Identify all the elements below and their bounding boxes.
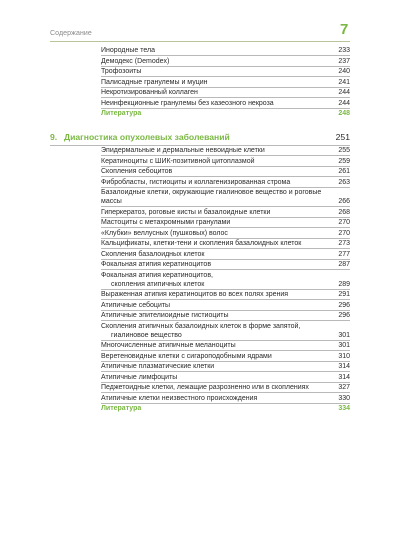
toc-entry-page: 244: [338, 89, 350, 96]
toc-entry-title: Трофозоиты: [101, 68, 142, 75]
chapter-title: Диагностика опухолевых заболеваний: [64, 132, 230, 142]
toc-entry-title: Атипичные лимфоциты: [101, 373, 178, 381]
toc-entry[interactable]: [101, 88, 350, 98]
toc-entry-page: 301: [338, 342, 350, 349]
toc-entry-page: 266: [338, 198, 350, 205]
toc-entry[interactable]: [101, 271, 350, 290]
toc-entry-title: Веретеновидные клетки с сигароподобными ядрами: [101, 352, 272, 360]
toc-entry-title: Гиперкератоз, роговые кисты и базалоидные клетки: [101, 208, 271, 216]
toc-entry[interactable]: [101, 218, 350, 228]
toc-entry-title: Атипичные себоциты: [101, 301, 171, 309]
toc-entry-title: Фибробласты, гистиоциты и коллагенизированная строма: [101, 178, 291, 186]
toc-entry[interactable]: [101, 188, 350, 207]
toc-entry[interactable]: [101, 157, 350, 167]
toc-entry-references[interactable]: [101, 109, 350, 118]
toc-entry[interactable]: [101, 311, 350, 321]
toc-entry[interactable]: [101, 229, 350, 239]
toc-entry-title-line-1: Базалоидные клетки, окружающие гиалиновое вещество и роговые: [101, 189, 322, 196]
toc-entry-title: Некротизированный коллаген: [101, 89, 198, 96]
toc-entry-title: Выраженная атипия кератиноцитов во всех полях зрения: [101, 291, 289, 298]
toc-entry-title: Литература: [101, 405, 142, 412]
toc-entry-page: 310: [338, 352, 350, 360]
toc-entry[interactable]: [101, 290, 350, 300]
toc-entry[interactable]: [101, 167, 350, 177]
toc-entry-page: 327: [338, 384, 350, 391]
toc-entry-page: 287: [338, 261, 350, 268]
toc-entry[interactable]: [101, 260, 350, 270]
toc-entry[interactable]: [101, 67, 350, 77]
toc-entry-title-line-1: Скопления атипичных базалоидных клеток в форме запятой,: [101, 322, 301, 330]
toc-entry-page: 233: [338, 47, 350, 54]
toc-entry-title: Скопления базалоидных клеток: [101, 250, 205, 258]
toc-entry-title: Педжетоидные клетки, лежащие разрозненно или в скоплениях: [101, 384, 309, 391]
chapter-number: 9.: [50, 132, 58, 142]
toc-entry-page: 330: [338, 394, 350, 402]
toc-entry-title: Атипичные клетки неизвестного происхождения: [101, 394, 258, 402]
toc-entry[interactable]: [101, 57, 350, 67]
toc-entry-title: Кератиноциты с ШИК-позитивной цитоплазмой: [101, 157, 255, 165]
toc-entry[interactable]: [101, 322, 350, 341]
toc-entry-title: Кальцификаты, клетки-тени и скопления базалоидных клеток: [101, 240, 302, 247]
toc-entry-page: 241: [338, 78, 350, 86]
toc-entry[interactable]: [101, 46, 350, 56]
toc-entry-page: 277: [338, 250, 350, 258]
toc-entry-page: 237: [338, 57, 350, 65]
toc-entry-title-line-2: массы: [101, 198, 122, 205]
toc-entry-title: Мастоциты с метахромными гранулами: [101, 219, 231, 226]
toc-entry[interactable]: [101, 373, 350, 383]
toc-entry[interactable]: [101, 362, 350, 372]
toc-entry-page: 273: [338, 240, 350, 247]
toc-entry-title: Неинфекционные гранулемы без казеозного некроза: [101, 99, 274, 107]
toc-entry-page: 296: [338, 301, 350, 309]
toc-entry-title: Скопления себоцитов: [101, 168, 173, 175]
toc-entry-page: 314: [338, 373, 350, 381]
toc-entry-title-line-2: гиалиновое вещество: [111, 331, 182, 339]
toc-entry-title: «Клубки» веллусных (пушковых) волос: [101, 229, 228, 237]
toc-entry[interactable]: [101, 78, 350, 88]
toc-entry[interactable]: [101, 301, 350, 311]
page-number: 7: [340, 21, 349, 38]
toc-entry-title: Палисадные гранулемы и муцин: [101, 78, 208, 86]
toc-entry-title: Фокальная атипия кератиноцитов: [101, 261, 212, 268]
toc-entry-page: 240: [338, 68, 350, 75]
toc-entry[interactable]: [101, 352, 350, 362]
toc-entry[interactable]: [101, 341, 350, 351]
toc-entry-references[interactable]: [101, 404, 350, 413]
toc-entry-page: 270: [338, 229, 350, 237]
toc-entry-title: Многочисленные атипичные меланоциты: [101, 342, 236, 349]
toc-entry[interactable]: [101, 146, 350, 156]
toc-entry-page: 291: [338, 291, 350, 298]
toc-entry-page: 263: [338, 178, 350, 186]
toc-entry-page: 270: [338, 219, 350, 226]
toc-entry-page: 244: [338, 99, 350, 107]
toc-entry[interactable]: [101, 239, 350, 249]
toc-entry[interactable]: [101, 383, 350, 393]
toc-entry-page: 268: [338, 208, 350, 216]
toc-entry-title-line-1: Фокальная атипия кератиноцитов,: [101, 271, 213, 279]
toc-entry-page: 296: [338, 312, 350, 319]
toc-entry[interactable]: [101, 394, 350, 404]
toc-entry-page: 259: [338, 157, 350, 165]
toc-entry-title: Атипичные эпителиоидные гистиоциты: [101, 312, 229, 319]
running-header-title: Содержание: [50, 30, 92, 37]
toc-entry-page: 301: [338, 331, 350, 339]
toc-entry[interactable]: [101, 99, 350, 109]
toc-entry-page: 248: [338, 110, 350, 117]
toc-entry[interactable]: [101, 208, 350, 218]
toc-entry-title: Атипичные плазматические клетки: [101, 363, 215, 370]
toc-entry-title-line-2: скопления атипичных клеток: [111, 280, 205, 288]
chapter-page: 251: [335, 132, 350, 142]
toc-entry-title: Демодекс (Demodex): [101, 57, 170, 65]
toc-entry-title: Литература: [101, 110, 142, 117]
toc-entry-page: 314: [338, 363, 350, 370]
toc-entry-title: Инородные тела: [101, 47, 156, 54]
toc-entry[interactable]: [101, 250, 350, 260]
toc-entry-page: 334: [338, 405, 350, 412]
toc-entry-page: 261: [338, 168, 350, 175]
toc-entry-page: 289: [338, 280, 350, 288]
toc-entry-page: 255: [338, 147, 350, 154]
toc-entry[interactable]: [101, 178, 350, 188]
toc-entry-title: Эпидермальные и дермальные невоидные клетки: [101, 147, 265, 154]
